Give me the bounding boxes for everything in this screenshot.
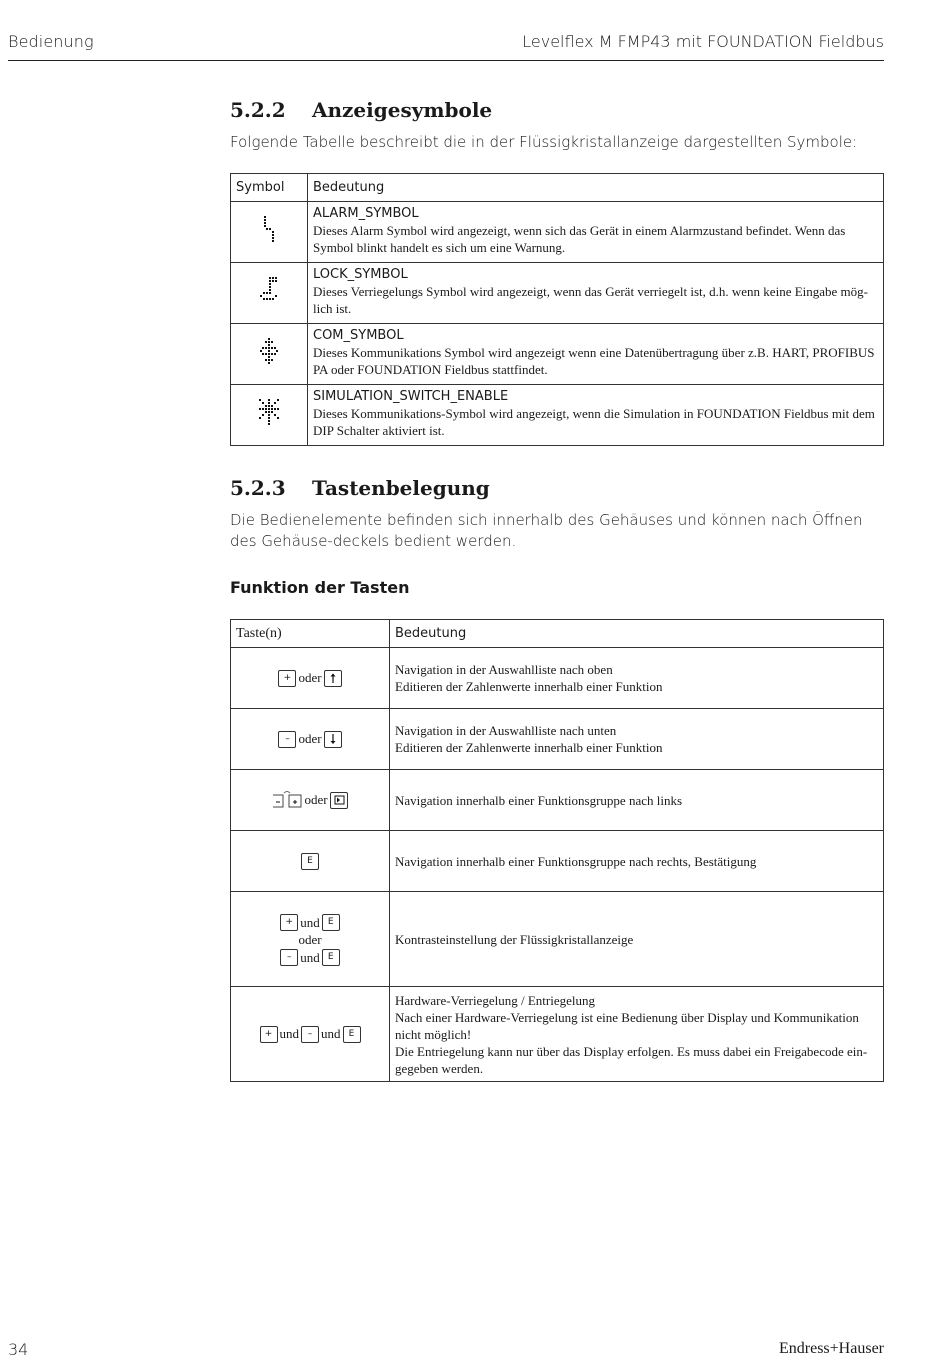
column-header-symbol: Symbol <box>231 174 308 202</box>
table-row <box>231 892 884 987</box>
header-product: Levelflex M FMP43 mit FOUNDATION Fieldbus <box>522 32 884 51</box>
table-header-row <box>231 174 884 202</box>
footer-brand: Endress+Hauser <box>779 1340 884 1357</box>
symbol-text: Dieses Kommunikations-Symbol wird angezeigt, wenn die Simulation in FOUNDATION Fieldbus mit dem DIP Schalter aktiviert ist. <box>313 406 875 438</box>
symbol-description <box>308 385 884 446</box>
key-cell <box>231 987 390 1082</box>
key-description <box>390 831 884 892</box>
section-title: Tastenbelegung <box>312 476 490 500</box>
minus-key-icon: – <box>278 731 296 748</box>
section-intro: Die Bedienelemente befinden sich innerhalb des Gehäuses und können nach Öffnen des Gehäuse-deckels bedient werden. <box>230 511 863 550</box>
key-table <box>230 619 884 1082</box>
symbol-description <box>308 263 884 324</box>
key-description-line: Kontrasteinstellung der Flüssigkristallanzeige <box>395 931 634 947</box>
table-header-row <box>231 620 884 648</box>
key-cell <box>231 709 390 770</box>
plus-key-icon: + <box>280 914 298 931</box>
key-description-line: Navigation innerhalb einer Funktionsgruppe nach links <box>395 792 683 808</box>
symbol-text: Dieses Alarm Symbol wird angezeigt, wenn sich das Gerät in einem Alarmzustand befindet. Wenn das Symbol blinkt handelt es sich um eine Warnung. <box>313 223 846 255</box>
lock-symbol-icon <box>231 263 308 324</box>
conjunction: oder <box>298 670 322 686</box>
key-description <box>390 987 884 1082</box>
plus-key-icon: + <box>278 670 296 687</box>
table-row <box>231 324 884 385</box>
arrow-up-key-icon <box>324 670 342 687</box>
key-description-line: Navigation in der Auswahlliste nach oben <box>395 662 613 677</box>
symbol-name: LOCK_SYMBOL <box>313 267 408 282</box>
key-cell <box>231 892 390 987</box>
symbol-name: COM_SYMBOL <box>313 328 404 343</box>
key-description-line: Hardware-Verriegelung / Entriegelung <box>395 992 595 1008</box>
plus-key-icon: + <box>260 1026 278 1043</box>
column-header-bedeutung: Bedeutung <box>308 174 884 202</box>
key-description-line: Nach einer Hardware-Verriegelung ist eine Bedienung über Display und Kommunikation nicht möglich! <box>395 1009 859 1042</box>
symbol-description <box>308 324 884 385</box>
table-row <box>231 770 884 831</box>
e-key-icon: E <box>322 949 340 966</box>
table-row <box>231 263 884 324</box>
key-description-line: Editieren der Zahlenwerte innerhalb einer Funktion <box>395 740 663 755</box>
table-row <box>231 831 884 892</box>
key-description <box>390 770 884 831</box>
symbol-description <box>308 202 884 263</box>
minus-key-icon: – <box>301 1026 319 1043</box>
key-description <box>390 892 884 987</box>
table-row <box>231 709 884 770</box>
key-cell <box>231 831 390 892</box>
key-description-line: Die Entriegelung kann nur über das Display erfolgen. Es muss dabei ein Freigabecode ein-gegeben werden. <box>395 1043 868 1076</box>
key-cell <box>231 770 390 831</box>
key-description-line: Navigation in der Auswahlliste nach unten <box>395 723 617 738</box>
minus-plus-combo-icon <box>272 790 302 810</box>
arrow-down-key-icon <box>324 731 342 748</box>
key-cell <box>231 648 390 709</box>
conjunction: und <box>300 950 320 966</box>
key-description <box>390 709 884 770</box>
conjunction: und <box>279 1026 299 1042</box>
table-row <box>231 648 884 709</box>
section-title: Anzeigesymbole <box>312 98 493 122</box>
e-key-icon: E <box>343 1026 361 1043</box>
e-key-icon: E <box>301 853 319 870</box>
section-heading-tastenbelegung <box>230 476 490 500</box>
key-description-line: Navigation innerhalb einer Funktionsgruppe nach rechts, Bestätigung <box>395 853 757 869</box>
column-header-taste: Taste(n) <box>231 620 390 648</box>
section-intro: Folgende Tabelle beschreibt die in der Flüssigkristallanzeige dargestellten Symbole: <box>230 133 858 151</box>
conjunction: oder <box>304 792 328 807</box>
conjunction: oder <box>298 731 322 747</box>
column-header-bedeutung: Bedeutung <box>390 620 884 648</box>
symbol-table <box>230 173 884 446</box>
conjunction: und <box>300 914 320 930</box>
symbol-text: Dieses Kommunikations Symbol wird angezeigt wenn eine Datenübertragung über z.B. HART, PROFIBUS PA oder FOUNDATION Fieldbus stattfindet. <box>313 345 875 377</box>
arrow-left-key-icon <box>330 792 348 809</box>
table-row <box>231 385 884 446</box>
page-header <box>8 32 884 61</box>
key-description <box>390 648 884 709</box>
subsection-heading: Funktion der Tasten <box>230 578 410 597</box>
table-row <box>231 987 884 1082</box>
section-number: 5.2.3 <box>230 476 286 500</box>
simulation-switch-icon <box>231 385 308 446</box>
e-key-icon: E <box>322 914 340 931</box>
page-number: 34 <box>8 1340 29 1359</box>
conjunction: oder <box>298 931 322 947</box>
symbol-name: ALARM_SYMBOL <box>313 206 419 221</box>
conjunction: und <box>321 1026 341 1042</box>
section-number: 5.2.2 <box>230 98 286 122</box>
section-heading-anzeigesymbole <box>230 98 492 122</box>
symbol-text: Dieses Verriegelungs Symbol wird angezeigt, wenn das Gerät verriegelt ist, d.h. wenn keine Eingabe mög-lich ist. <box>313 284 868 316</box>
key-description-line: Editieren der Zahlenwerte innerhalb einer Funktion <box>395 679 663 694</box>
symbol-name: SIMULATION_SWITCH_ENABLE <box>313 389 509 404</box>
minus-key-icon: – <box>280 949 298 966</box>
table-row <box>231 202 884 263</box>
alarm-symbol-icon <box>231 202 308 263</box>
com-symbol-icon <box>231 324 308 385</box>
header-chapter: Bedienung <box>8 32 94 51</box>
